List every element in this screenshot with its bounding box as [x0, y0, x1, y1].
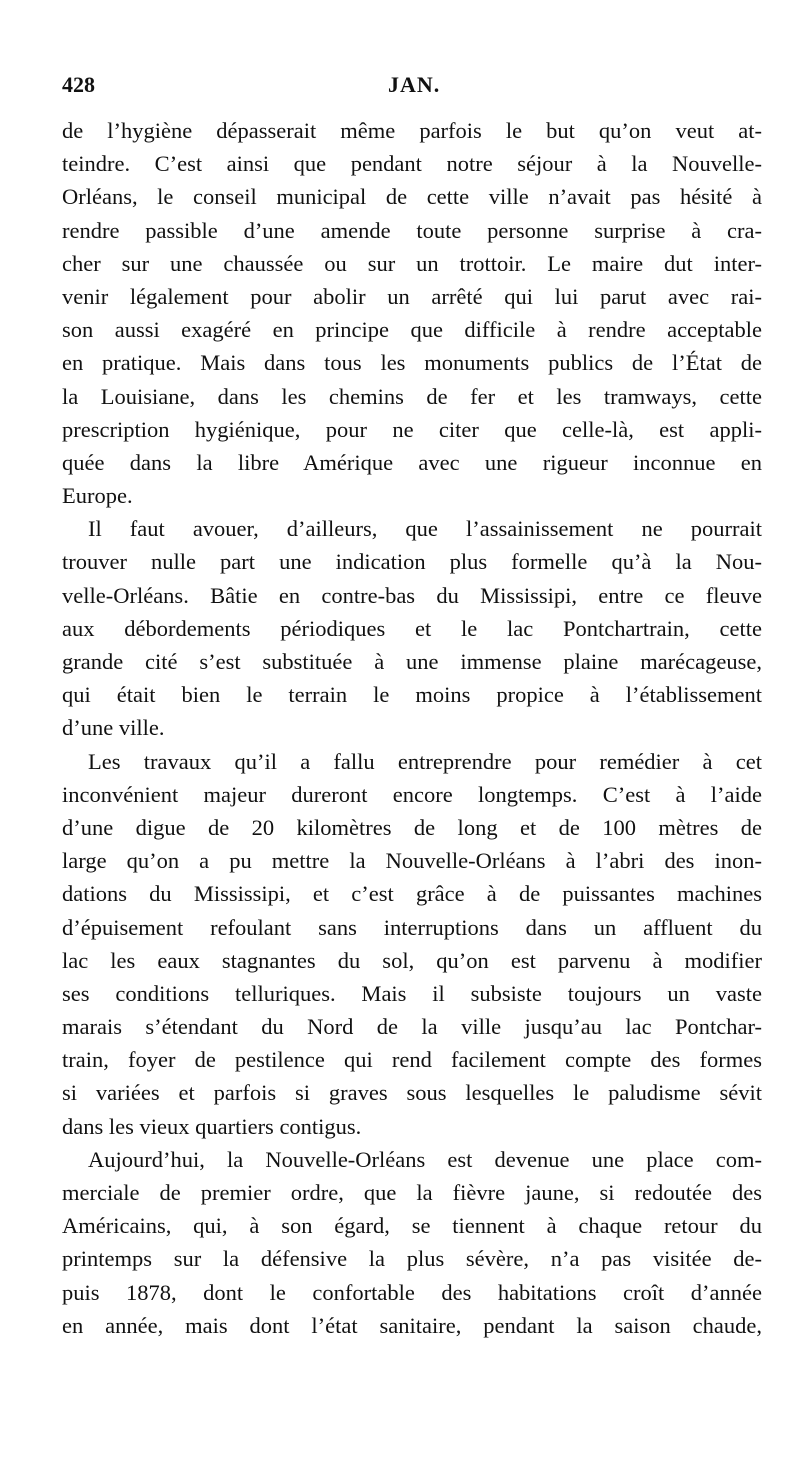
- text-line: si variées et parfois si graves sous lesquelles le paludisme sévit: [62, 1080, 762, 1106]
- text-line: qui était bien le terrain le moins propice à l’établissement: [62, 682, 762, 708]
- text-line: Américains, qui, à son égard, se tiennent à chaque retour du: [62, 1213, 762, 1239]
- text-line: lac les eaux stagnantes du sol, qu’on est parvenu à modifier: [62, 947, 762, 973]
- body-text: [62, 114, 762, 1342]
- page-number: 428: [62, 72, 95, 97]
- text-line: d’une ville.: [62, 715, 165, 741]
- text-line: grande cité s’est substituée à une immense plaine marécageuse,: [62, 649, 762, 674]
- text-line: rendre passible d’une amende toute personne surprise à cra-: [62, 217, 762, 243]
- text-line: de l’hygiène dépasserait même parfois le but qu’on veut at-: [62, 118, 762, 143]
- text-line: inconvénient majeur dureront encore longtemps. C’est à l’aide: [62, 781, 762, 807]
- text-line: printemps sur la défensive la plus sévère, n’a pas visitée de-: [62, 1246, 762, 1272]
- text-line: Les travaux qu’il a fallu entreprendre pour remédier à cet: [88, 748, 762, 774]
- text-line: quée dans la libre Amérique avec une rigueur inconnue en: [62, 449, 762, 475]
- text-line: venir légalement pour abolir un arrêté qui lui parut avec rai-: [62, 283, 762, 309]
- text-line: son aussi exagéré en principe que difficile à rendre acceptable: [62, 317, 762, 343]
- text-line: aux débordements périodiques et le lac Pontchartrain, cette: [62, 615, 762, 641]
- text-line: train, foyer de pestilence qui rend facilement compte des formes: [62, 1047, 762, 1073]
- text-line: d’une digue de 20 kilomètres de long et de 100 mètres de: [62, 814, 762, 840]
- text-line: d’épuisement refoulant sans interruptions dans un affluent du: [62, 914, 762, 940]
- text-line: dans les vieux quartiers contigus.: [62, 1113, 362, 1139]
- text-line: Europe.: [62, 483, 133, 509]
- page-header: [62, 72, 762, 106]
- text-line: prescription hygiénique, pour ne citer que celle-là, est appli-: [62, 416, 762, 442]
- text-line: en pratique. Mais dans tous les monuments publics de l’État de: [62, 350, 762, 376]
- text-line: dations du Mississipi, et c’est grâce à de puissantes machines: [62, 881, 762, 907]
- running-head: JAN.: [388, 72, 441, 97]
- text-line: trouver nulle part une indication plus formelle qu’à la Nou-: [62, 549, 762, 575]
- text-line: cher sur une chaussée ou sur un trottoir. Le maire dut inter-: [62, 250, 762, 276]
- text-line: large qu’on a pu mettre la Nouvelle-Orléans à l’abri des inon-: [62, 848, 762, 874]
- text-line: merciale de premier ordre, que la fièvre jaune, si redoutée des: [62, 1180, 762, 1205]
- text-line: Aujourd’hui, la Nouvelle-Orléans est devenue une place com-: [88, 1146, 762, 1172]
- text-line: velle-Orléans. Bâtie en contre-bas du Mississipi, entre ce fleuve: [62, 582, 762, 608]
- text-line: marais s’étendant du Nord de la ville jusqu’au lac Pontchar-: [62, 1014, 762, 1040]
- text-line: en année, mais dont l’état sanitaire, pendant la saison chaude,: [62, 1312, 762, 1338]
- text-line: puis 1878, dont le confortable des habitations croît d’année: [62, 1279, 762, 1305]
- text-line: Orléans, le conseil municipal de cette ville n’avait pas hésité à: [62, 184, 762, 210]
- text-line: la Louisiane, dans les chemins de fer et les tramways, cette: [62, 383, 762, 409]
- text-line: teindre. C’est ainsi que pendant notre séjour à la Nouvelle-: [62, 151, 762, 177]
- text-line: Il faut avouer, d’ailleurs, que l’assainissement ne pourrait: [88, 516, 762, 542]
- text-line: ses conditions telluriques. Mais il subsiste toujours un vaste: [62, 980, 762, 1006]
